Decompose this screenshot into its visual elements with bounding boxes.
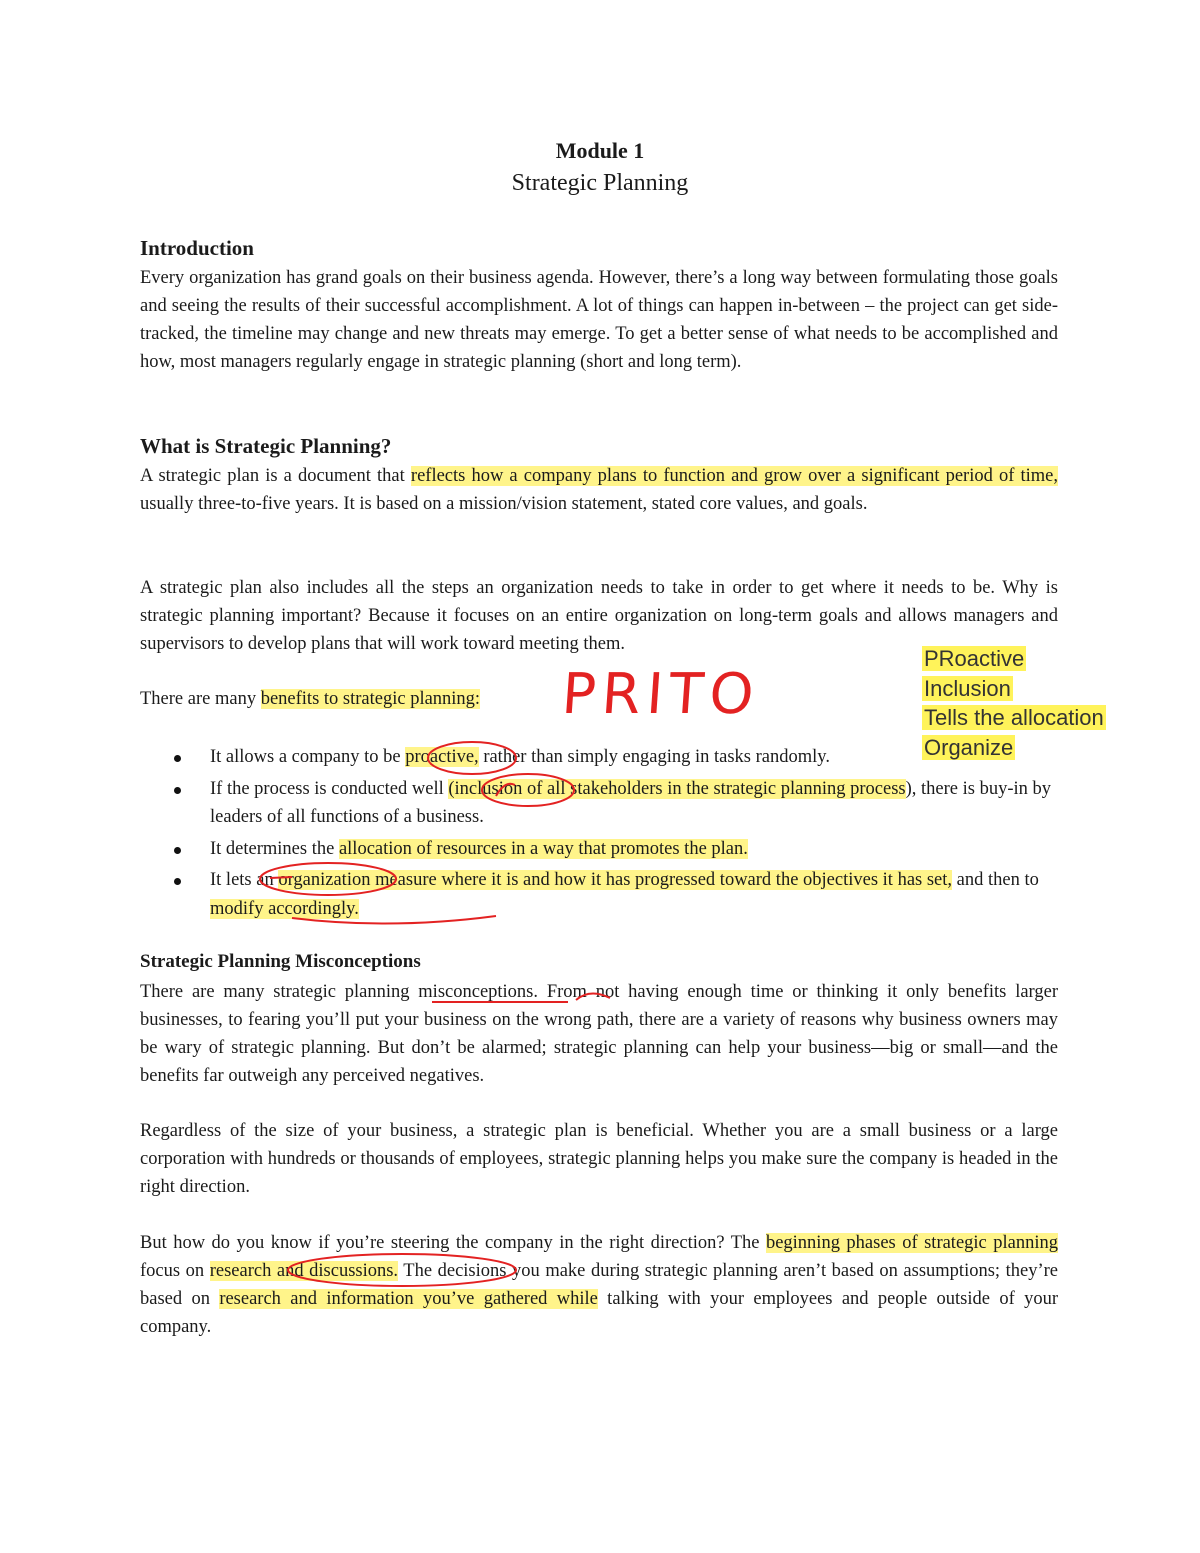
module-label: Module 1 — [555, 138, 645, 163]
intro-heading: Introduction — [140, 236, 254, 260]
bullet — [174, 847, 181, 854]
misconceptions-paragraph-1: There are many strategic planning misconceptions. From not having enough time or thinking it only benefits larger businesses, to fearing you’ll put your business on the wrong path, there are a variety of reasons why business owners may be wary of strategic planning. But don’t be alarmed; strategic planning can help your business—big or small—and the benefits far outweigh any perceived negatives. — [140, 982, 1058, 1086]
text-run: There are many — [140, 689, 261, 709]
bullet — [174, 787, 181, 794]
highlighted-text: (inclusion of all stakeholders in the strategic planning process — [448, 778, 906, 799]
list-item — [140, 866, 1058, 923]
note-item: PRoactive — [924, 646, 1025, 671]
list-item — [140, 835, 1058, 864]
what-heading: What is Strategic Planning? — [140, 434, 392, 458]
intro-paragraph: Every organization has grand goals on their business agenda. However, there’s a long way between formulating those goals and seeing the results of their successful accomplishment. A lot of things can happen in-between – the project can get side-tracked, the timeline may change and new threats may emerge. To get a better sense of what needs to be accomplished and how, most managers regularly engage in strategic planning (short and long term). — [140, 268, 1058, 372]
page-title: Strategic Planning — [511, 170, 689, 196]
what-paragraph-2: A strategic plan also includes all the steps an organization needs to take in order to get where it needs to be. Why is strategic planning important? Because it focuses on an entire organization on long-term goals and allows managers and supervisors to develop plans that will work toward meeting them. — [140, 578, 1058, 654]
benefits-list — [140, 743, 1058, 926]
note-item: Tells the allocation — [924, 705, 1104, 730]
text-run: focus on — [140, 1261, 210, 1281]
text-run: It allows a company to be — [210, 747, 406, 767]
highlighted-text: allocation of resources in a way that promotes the plan. — [338, 838, 748, 859]
misconceptions-paragraph-3 — [140, 1229, 1058, 1341]
highlighted-text: reflects how a company plans to function and grow over a significant period of time, — [410, 466, 1058, 486]
text-run: usually three-to-five years. It is based on a mission/vision statement, stated core values, and goals. — [140, 494, 868, 514]
misconceptions-paragraph-2: Regardless of the size of your business, a strategic plan is beneficial. Whether you are a small business or a large corporation with hundreds or thousands of employees, strategic planning helps you make sure the company is headed in the right direction. — [140, 1121, 1058, 1197]
text-run: ), there is buy-in by leaders of all functions of a business. — [210, 778, 1052, 827]
text-run: The decisions you make during strategic planning aren’t based on assumptions; they’re based on — [140, 1261, 1058, 1309]
highlighted-text: organization measure where it is and how it has progressed toward the objectives it has set, — [278, 870, 953, 890]
highlighted-text: research and discussions. — [209, 1261, 399, 1281]
highlighted-text: modify accordingly. — [210, 898, 359, 919]
text-run: It lets an — [210, 870, 279, 890]
highlighted-text: benefits to strategic planning: — [260, 689, 481, 709]
text-run: If the process is conducted well — [210, 778, 449, 799]
highlighted-text: beginning phases of strategic planning — [765, 1233, 1058, 1253]
margin-notes — [922, 644, 1106, 762]
bullet — [174, 755, 181, 762]
note-item: Organize — [924, 734, 1014, 760]
bullet — [174, 878, 181, 885]
text-run: But how do you know if you’re steering the company in the right direction? The — [140, 1233, 766, 1253]
list-item — [140, 775, 1058, 832]
what-paragraph-1 — [140, 462, 1058, 518]
highlighted-text: research and information you’ve gathered while — [219, 1289, 598, 1309]
text-run: and then to — [952, 870, 1039, 890]
misconceptions-heading: Strategic Planning Misconceptions — [140, 951, 421, 972]
list-item — [140, 743, 1058, 772]
text-run: A strategic plan is a document that — [140, 466, 411, 486]
text-run: It determines the — [210, 838, 339, 859]
text-run: rather than simply engaging in tasks randomly. — [478, 747, 830, 767]
text-run: talking with your employees and people outside of your company. — [140, 1289, 1058, 1337]
highlighted-text: proactive, — [405, 747, 479, 767]
handwritten-note: PRITO — [559, 662, 762, 727]
note-item: Inclusion — [924, 675, 1011, 701]
